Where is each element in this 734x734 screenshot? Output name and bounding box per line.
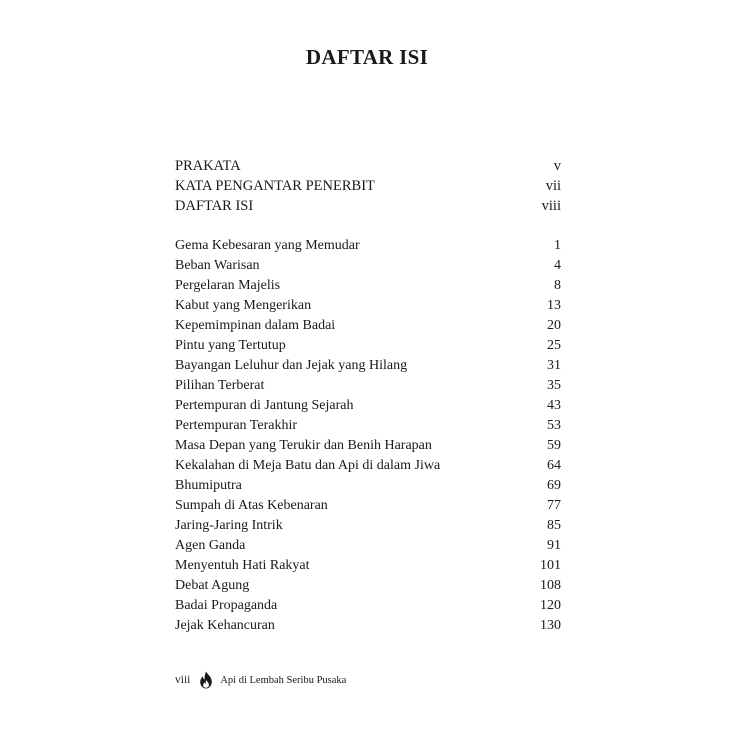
toc-entry-title: PRAKATA [175,158,241,174]
chapter-title: Pergelaran Majelis [175,278,281,293]
chapter-entry [175,356,561,376]
chapter-title: Masa Depan yang Terukir dan Benih Harapan [175,438,432,453]
chapter-entry [175,296,561,316]
chapter-entry [175,596,561,616]
page-footer [175,670,346,690]
toc-entry-kata-pengantar [175,176,561,196]
chapter-page: 20 [547,318,561,333]
toc-entry-title: DAFTAR ISI [175,198,254,214]
chapter-title: Badai Propaganda [175,598,278,613]
chapter-title: Bhumiputra [175,478,242,493]
chapter-entry [175,256,561,276]
chapter-entry [175,336,561,356]
chapter-page: 85 [547,518,561,533]
chapter-title: Pertempuran Terakhir [175,418,297,433]
flame-icon [199,671,213,689]
footer-book-title: Api di Lembah Seribu Pusaka [220,674,347,686]
toc-entry-page: vii [545,178,561,194]
chapter-title: Gema Kebesaran yang Memudar [175,238,360,253]
chapter-page: 108 [540,578,561,593]
chapter-entry [175,516,561,536]
chapter-entry [175,556,561,576]
chapter-page: 130 [540,618,561,633]
chapter-page: 69 [547,478,561,493]
chapter-title: Menyentuh Hati Rakyat [175,558,310,573]
chapter-title: Jaring-Jaring Intrik [175,518,283,533]
chapter-entry [175,496,561,516]
chapter-page: 43 [547,398,561,413]
chapter-title: Pertempuran di Jantung Sejarah [175,398,354,413]
chapter-page: 13 [547,298,561,313]
chapter-page: 77 [547,498,561,513]
chapter-entry [175,396,561,416]
toc-entry-page: v [553,158,561,174]
chapter-title: Bayangan Leluhur dan Jejak yang Hilang [175,358,408,373]
chapter-page: 1 [554,238,561,253]
chapter-title: Debat Agung [175,578,250,593]
chapter-page: 25 [547,338,561,353]
chapter-page: 59 [547,438,561,453]
chapter-page: 31 [547,358,561,373]
chapter-title: Kekalahan di Meja Batu dan Api di dalam Jiwa [175,458,441,473]
chapter-entry [175,276,561,296]
chapter-page: 101 [540,558,561,573]
toc-entry-title: KATA PENGANTAR PENERBIT [175,178,375,194]
front-matter-list [175,156,561,216]
chapter-entry [175,376,561,396]
page-title: DAFTAR ISI [305,45,429,70]
chapter-page: 64 [547,458,561,473]
chapter-page: 35 [547,378,561,393]
chapter-page: 91 [547,538,561,553]
chapter-entry [175,436,561,456]
chapter-title: Pintu yang Tertutup [175,338,286,353]
chapter-entry [175,536,561,556]
footer-page-number: viii [175,674,191,686]
chapter-title: Jejak Kehancuran [175,618,275,633]
chapter-entry [175,416,561,436]
chapter-title: Sumpah di Atas Kebenaran [175,498,328,513]
chapter-entry [175,236,561,256]
toc-entry-daftar-isi [175,196,561,216]
chapter-list [175,236,561,636]
toc-entry-page: viii [541,198,561,214]
chapter-title: Agen Ganda [175,538,246,553]
chapter-page: 4 [554,258,561,273]
chapter-entry [175,316,561,336]
chapter-page: 120 [540,598,561,613]
chapter-entry [175,616,561,636]
chapter-entry [175,456,561,476]
chapter-page: 8 [554,278,561,293]
chapter-entry [175,476,561,496]
chapter-title: Kepemimpinan dalam Badai [175,318,336,333]
chapter-title: Beban Warisan [175,258,260,273]
chapter-title: Kabut yang Mengerikan [175,298,312,313]
toc-entry-prakata [175,156,561,176]
chapter-page: 53 [547,418,561,433]
chapter-entry [175,576,561,596]
chapter-title: Pilihan Terberat [175,378,265,393]
